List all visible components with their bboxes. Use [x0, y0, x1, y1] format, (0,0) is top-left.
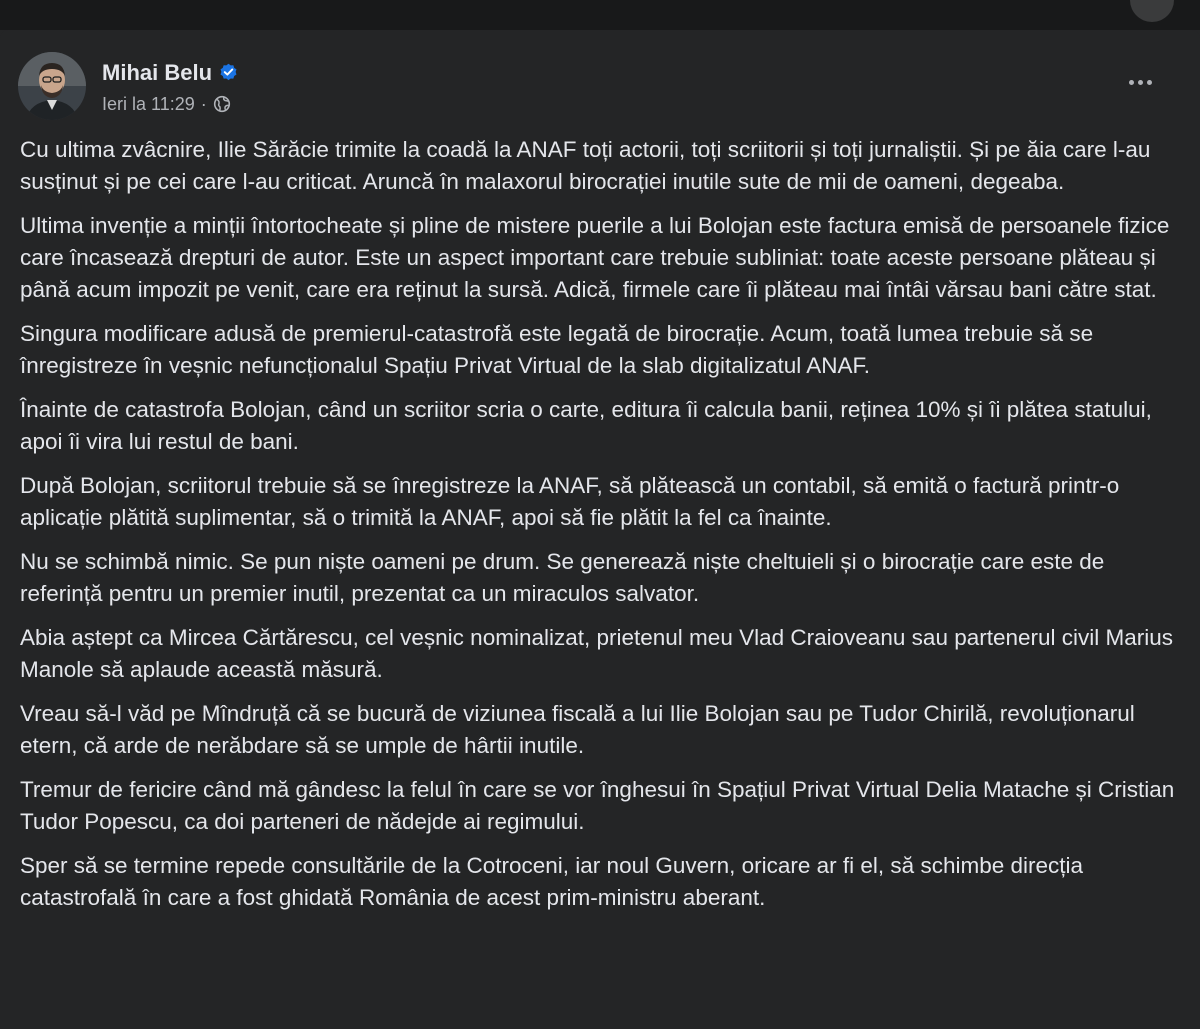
post-text	[20, 134, 1180, 926]
post-header	[18, 52, 238, 120]
author-name-row	[102, 58, 238, 88]
post-card	[0, 30, 1200, 1029]
post-timestamp[interactable]: Ieri la 11:29	[102, 93, 195, 114]
post-meta	[102, 94, 238, 115]
meta-separator: ·	[200, 93, 207, 114]
author-name[interactable]: Mihai Belu	[102, 59, 213, 85]
avatar[interactable]	[18, 52, 86, 120]
more-dot	[1147, 80, 1152, 85]
post-paragraph: Vreau să-l văd pe Mîndruță că se bucură de viziunea fiscală a lui Ilie Bolojan sau pe Tudor Chirilă, revoluționarul etern, că arde de nerăbdare să se umple de hârtii inutile.	[20, 701, 1135, 758]
post-paragraph: Nu se schimbă nimic. Se pun niște oameni pe drum. Se generează niște cheltuieli și o birocrație care este de referință pentru un premier inutil, prezentat ca un miraculos salvator.	[20, 549, 1105, 606]
post-paragraph: Cu ultima zvâcnire, Ilie Sărăcie trimite la coadă la ANAF toți actorii, toți scriitorii și toți jurnaliștii. Și pe ăia care l-au susținut și pe cei care l-au criticat. Aruncă în malaxorul birocrației inutile sute de mii de oameni, degeaba.	[20, 137, 1151, 194]
globe-icon[interactable]	[213, 95, 231, 113]
verified-badge-icon	[219, 63, 238, 82]
more-options-icon[interactable]	[1120, 68, 1160, 96]
post-paragraph: Tremur de fericire când mă gândesc la felul în care se vor înghesui în Spațiul Privat Virtual Delia Matache și Cristian Tudor Popescu, ca doi parteneri de nădejde ai regimului.	[20, 777, 1175, 834]
post-paragraph: Singura modificare adusă de premierul-catastrofă este legată de birocrație. Acum, toată lumea trebuie să se înregistreze în veșnic nefuncționalul Spațiu Privat Virtual de la slab digitalizatul ANAF.	[20, 321, 1094, 378]
post-paragraph: Înainte de catastrofa Bolojan, când un scriitor scria o carte, editura îi calcula banii, reținea 10% și îi plătea statului, apoi îi vira lui restul de bani.	[20, 397, 1152, 454]
more-dot	[1129, 80, 1134, 85]
post-paragraph: După Bolojan, scriitorul trebuie să se înregistreze la ANAF, să plătească un contabil, să emită o factură printr-o aplicație plătită suplimentar, să o trimită la ANAF, apoi să fie plătit la fel ca înainte.	[20, 473, 1120, 530]
post-paragraph: Abia aștept ca Mircea Cărtărescu, cel veșnic nominalizat, prietenul meu Vlad Craioveanu sau partenerul civil Marius Manole să aplaude această măsură.	[20, 625, 1174, 682]
post-paragraph: Sper să se termine repede consultările de la Cotroceni, iar noul Guvern, oricare ar fi el, să schimbe direcția catastrofală în care a fost ghidată România de acest prim-ministru aberant.	[20, 853, 1084, 910]
top-bar	[0, 0, 1200, 30]
author-block	[102, 58, 238, 115]
post-paragraph: Ultima invenție a minții întortocheate și pline de mistere puerile a lui Bolojan este factura emisă de persoanele fizice care încasează drepturi de autor. Este un aspect important care trebuie subliniat: toate aceste persoane plăteau și până acum impozit pe venit, care era reținut la sursă. Adică, firmele care îi plăteau mai întâi vărsau bani către stat.	[20, 213, 1170, 302]
more-dot	[1138, 80, 1143, 85]
top-action-button[interactable]	[1130, 0, 1174, 22]
